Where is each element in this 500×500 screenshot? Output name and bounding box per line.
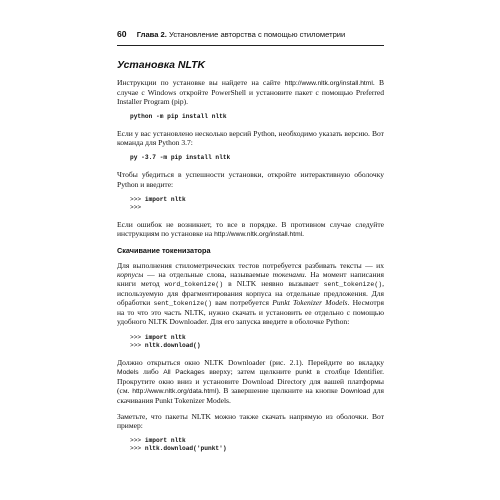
page-body [117,59,384,461]
header-rule [117,45,384,46]
code-block-punkt [130,437,384,453]
paragraph-tokenizer [117,261,384,327]
term: корпусы [117,269,144,279]
shell-prompt: >>> [130,437,145,445]
text-run: . Несмотря на то что это часть NLTK, нужно скачать и установить ее отдельно с помощью удобного NLTK Downloader. Для его запуска введите в оболочке Python: [117,298,385,327]
text-run: в NLTK неявно вызывает [223,279,324,289]
code-line: python -m pip install nltk [130,113,227,121]
shell-prompt: >>> [130,341,145,349]
text-run: Если ошибок не возникнет, то все в порядке. В противном случае следуйте инструкциям по установке на [117,219,384,238]
code-block-pip [130,113,384,121]
running-header [117,29,383,43]
code-block-py37 [130,154,384,162]
paragraph-python-versions: Если у вас установлено несколько версий Python, необходимо указать версию. Вот команда для Python 3.7: [117,129,384,148]
subsection-heading: Скачивание токенизатора [117,245,211,255]
term: токенами [272,269,305,279]
data-link[interactable]: http://www.nltk.org/data.html [132,387,217,395]
text-run: в столбце Identifier. Прокрутите окно вниз и установите Download Directory для вашей платформы (см. [117,366,384,395]
code-block-download [130,334,384,350]
shell-prompt: >>> [130,195,145,203]
text-run: вам потребуется [211,298,273,308]
text-run: . [302,228,305,238]
chapter-label: Глава 2. [136,30,167,39]
ui-term: Download [340,387,371,395]
ui-term: Models [117,368,139,376]
code-line: nltk.download('punkt') [144,445,227,453]
code-line: import nltk [144,195,186,203]
inline-code: word_tokenize() [164,281,224,289]
paragraph-shell-download: Заметьте, что пакеты NLTK можно также скачать напрямую из оболочки. Вот пример: [117,411,384,431]
inline-code: sent_tokenize() [153,300,212,308]
ui-term: punkt [295,368,312,376]
text-run: . На момент написания книги метод [117,269,385,289]
text-run: Инструкции по установке вы найдете на сайте [117,78,285,87]
text-run: либо [138,366,164,376]
text-run: для скачивания Punkt Tokenizer Models. [117,385,385,405]
text-run: — на отдельные слова, называемые [143,269,273,279]
shell-prompt: >>> [130,445,145,453]
paragraph-downloader [117,358,384,405]
shell-prompt: >>> [130,203,142,211]
text-run: вверху; затем щелкните [204,366,296,376]
install-link[interactable]: http://www.nltk.org/install.html [284,80,373,87]
code-line: import nltk [144,437,186,445]
code-line: nltk.download() [144,341,201,349]
chapter-title: Установление авторства с помощью стилометрии [169,30,346,39]
paragraph-verify-install: Чтобы убедиться в успешности установки, откройте интерактивную оболочку Python и введите: [117,170,384,189]
text-run: ). В завершение щелкните на кнопке [216,385,341,395]
code-line: import nltk [144,333,186,341]
text-run: Должно открыться окно NLTK Downloader (рис. 2.1). Перейдите во вкладку [117,357,384,367]
code-line: py -3.7 -m pip install nltk [130,154,231,162]
code-block-import [130,196,384,212]
install-link[interactable]: http://www.nltk.org/install.html [214,230,303,238]
shell-prompt: >>> [130,333,145,341]
inline-code: sent_tokenize() [323,281,383,289]
ui-term: All Packages [163,368,205,376]
paragraph-no-errors [117,220,384,239]
text-run: Для выполнения стилометрических тестов потребуется разбивать тексты — их [117,260,384,270]
page-number: 60 [117,29,127,39]
text-run: . В случае с Windows откройте PowerShell и установите пакет с помощью Preferred Installer Program (pip). [117,78,384,107]
section-heading: Установка NLTK [117,59,206,71]
paragraph-install-instructions [117,78,384,106]
text-run: , используемую для фрагментирования корпуса на отдельные предложения. Для обработки [117,279,385,308]
term: Punkt Tokenizer Models [272,298,348,308]
